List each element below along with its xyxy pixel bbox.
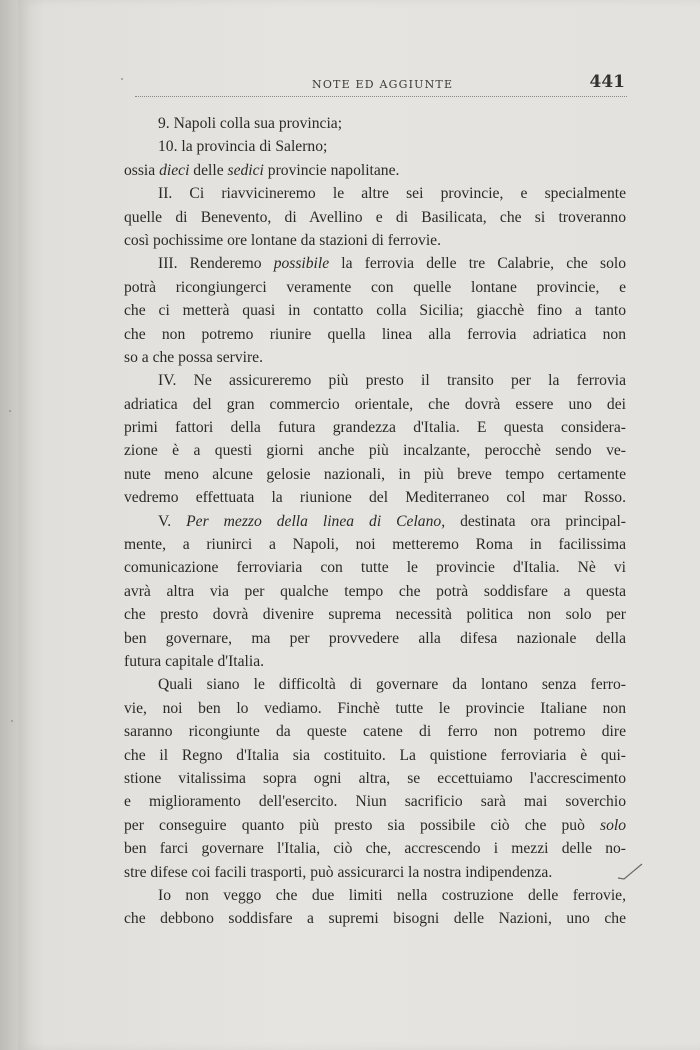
text-line: ben governare, ma per provvedere alla difesa nazionale della: [124, 629, 626, 647]
text-line: III. Renderemo possibile la ferrovia delle tre Calabrie, che solo: [158, 255, 626, 273]
text-line: che non potremo riunire quella linea alla ferrovia adriatica non: [124, 325, 626, 343]
text-line: che ci metterà quasi in contatto colla Sicilia; giacchè fino a tanto: [124, 302, 626, 320]
text-line: potrà ricongiungerci veramente con quelle lontane provincie, e: [124, 278, 626, 296]
text-line: futura capitale d'Italia.: [124, 652, 265, 670]
text-line: così pochissime ore lontane da stazioni di ferrovie.: [124, 231, 441, 249]
paper-speck: [121, 78, 123, 80]
text-line: IV. Ne assicureremo più presto il transito per la ferrovia: [158, 372, 626, 390]
text-line: ossia dieci delle sedici provincie napolitane.: [124, 161, 400, 179]
text-line: so a che possa servire.: [124, 348, 263, 366]
text-line: che debbono soddisfare a supremi bisogni delle Nazioni, uno che: [124, 910, 626, 928]
text-line: zione è a questi giorni anche più incalzante, perocchè sendo ve-: [124, 442, 626, 460]
text-line: mente, a riunirci a Napoli, noi metteremo Roma in facilissima: [124, 536, 626, 554]
text-line: e miglioramento dell'esercito. Niun sacrificio sarà mai soverchio: [124, 793, 626, 811]
text-line: V. Per mezzo della linea di Celano, destinata ora principal-: [158, 512, 626, 530]
text-line: stione vitalissima sopra ogni altra, se eccettuiamo l'accrescimento: [124, 769, 626, 787]
text-line: adriatica del gran commercio orientale, che dovrà essere uno dei: [124, 395, 626, 413]
text-line: primi fattori della futura grandezza d'Italia. E questa considera-: [124, 419, 626, 437]
page-number: 441: [589, 72, 625, 92]
text-line: stre difese coi facili trasporti, può assicurarci la nostra indipendenza.: [124, 863, 553, 881]
text-line: nute meno alcune gelosie nazionali, in più breve tempo certamente: [124, 465, 626, 483]
text-line: saranno ricongiunte da queste catene di ferro non potremo dire: [124, 723, 626, 741]
text-line: Io non veggo che due limiti nella costruzione delle ferrovie,: [158, 886, 626, 904]
text-line: vedremo effettuata la riunione del Mediterraneo col mar Rosso.: [124, 489, 626, 507]
text-line: per conseguire quanto più presto sia possibile ciò che può solo: [124, 816, 626, 834]
text-line: che presto dovrà divenire suprema necessità politica non solo per: [124, 606, 626, 624]
body-text: [124, 112, 626, 931]
page-gutter: [0, 0, 18, 1050]
header-dotted-rule: [135, 96, 627, 97]
text-line: ben farci governare l'Italia, ciò che, accrescendo i mezzi delle no-: [124, 840, 626, 858]
pencil-mark-icon: [616, 862, 646, 882]
running-header: [135, 72, 627, 100]
running-header-title: NOTE ED AGGIUNTE: [312, 78, 454, 91]
text-line: che il Regno d'Italia sia costituito. La quistione ferroviaria è qui-: [124, 746, 626, 764]
text-line: II. Ci riavvicineremo le altre sei provincie, e specialmente: [158, 185, 626, 203]
text-line: Quali siano le difficoltà di governare da lontano senza ferro-: [158, 676, 626, 694]
text-line: quelle di Benevento, di Avellino e di Basilicata, che si troveranno: [124, 208, 626, 226]
paper-speck: [11, 720, 13, 722]
text-line: avrà altra via per qualche tempo che potrà soddisfare a questa: [124, 582, 626, 600]
text-line: comunicazione ferroviaria con tutte le provincie d'Italia. Nè vi: [124, 559, 626, 577]
text-line: vie, noi ben lo vediamo. Finchè tutte le provincie Italiane non: [124, 699, 626, 717]
paper-speck: [9, 410, 11, 412]
text-line: 10. la provincia di Salerno;: [158, 138, 328, 156]
text-line: 9. Napoli colla sua provincia;: [158, 115, 343, 132]
